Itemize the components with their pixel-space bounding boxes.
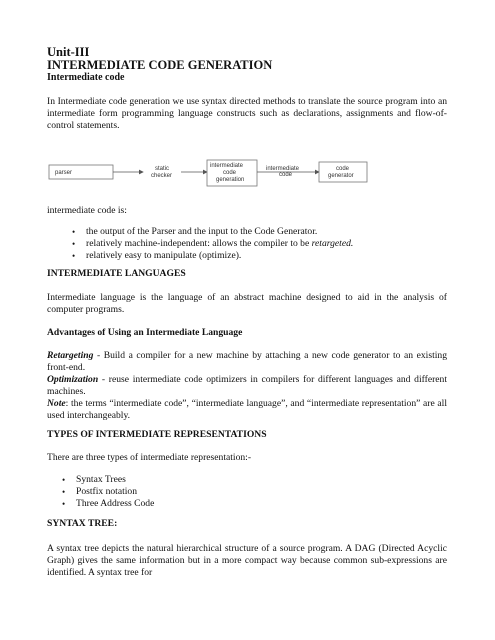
- types-list: [62, 474, 362, 510]
- note-term: Note: [47, 398, 66, 409]
- intro-paragraph: In Intermediate code generation we use syntax directed methods to translate the source program into an intermediate form programming language constructs such as declarations, assignments and flow-of-control statements.: [47, 96, 447, 131]
- compiler-pipeline-diagram: [47, 158, 447, 190]
- languages-paragraph: Intermediate language is the language of an abstract machine designed to aid in the analysis of computer programs.: [47, 292, 447, 315]
- advantages-heading: Advantages of Using an Intermediate Language: [47, 327, 243, 338]
- list-item: • Postfix notation: [62, 486, 362, 498]
- ic-is-lead: intermediate code is:: [47, 205, 127, 216]
- code-gen-label-1: code: [336, 166, 350, 172]
- list-item: • relatively easy to manipulate (optimize).: [72, 250, 452, 262]
- static-checker-label-2: checker: [151, 173, 173, 179]
- ic-gen-label-1: intermediate: [210, 163, 244, 169]
- list-item: • relatively machine-independent: allows the compiler to be retargeted.: [72, 238, 452, 250]
- retargeting-term: Retargeting: [47, 350, 94, 361]
- ic-properties-list: [72, 226, 452, 262]
- ic-gen-label-2: code: [223, 170, 237, 176]
- unit-label: Unit-III: [47, 45, 90, 59]
- optimization-term: Optimization: [47, 374, 99, 385]
- list-item: • Syntax Trees: [62, 474, 362, 486]
- types-heading: TYPES OF INTERMEDIATE REPRESENTATIONS: [47, 429, 267, 440]
- advantages-paragraph: Retargeting - Build a compiler for a new machine by attaching a new code generator to an existing front-end. Optimization - reuse intermediate code optimizers in compilers for different languages and different machines. Note: the terms “intermediate code”, “intermediate language”, and “intermediate representation” are all used interchangeably.: [47, 350, 447, 421]
- static-checker-label-1: static: [155, 166, 170, 172]
- section-subtitle: Intermediate code: [47, 72, 125, 83]
- list-item: • Three Address Code: [62, 498, 362, 510]
- languages-heading: INTERMEDIATE LANGUAGES: [47, 268, 186, 279]
- code-generator-box: [319, 162, 367, 182]
- arrow-label-2: code: [279, 172, 293, 178]
- list-item: • the output of the Parser and the input to the Code Generator.: [72, 226, 452, 238]
- ic-gen-label-3: generation: [216, 177, 245, 183]
- code-gen-label-2: generator: [328, 173, 354, 179]
- arrow-label-1: intermediate: [266, 166, 300, 172]
- syntax-tree-paragraph: A syntax tree depicts the natural hierarchical structure of a source program. A DAG (Directed Acyclic Graph) gives the same information but in a more compact way because common sub-expressions are identified. A syntax tree for: [47, 543, 447, 578]
- parser-label: parser: [55, 170, 73, 176]
- types-lead: There are three types of intermediate representation:-: [47, 452, 252, 463]
- syntax-tree-heading: SYNTAX TREE:: [47, 518, 118, 529]
- page-title: INTERMEDIATE CODE GENERATION: [47, 58, 273, 72]
